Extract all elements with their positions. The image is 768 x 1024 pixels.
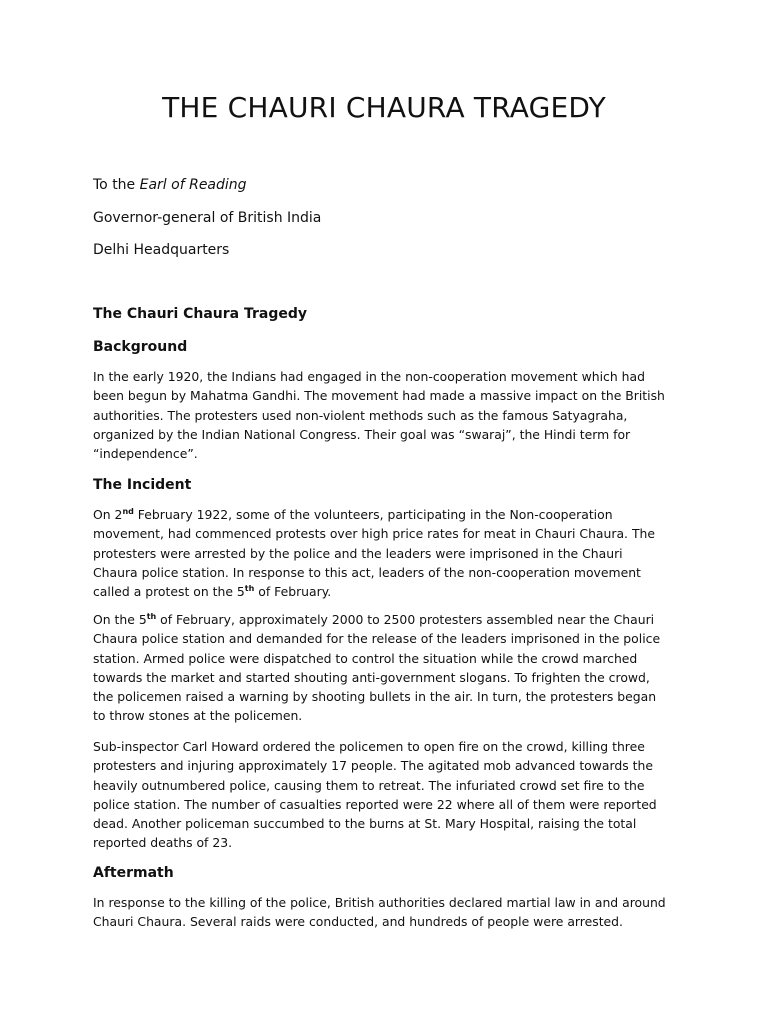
incident-paragraph-1 <box>93 505 683 601</box>
paragraph-line <box>93 610 683 629</box>
text-run: February 1922, some of the volunteers, participating in the Non-cooperation <box>133 507 613 522</box>
text-run: called a protest on the 5 <box>93 584 245 600</box>
subject-heading: The Chauri Chaura Tragedy <box>93 306 308 322</box>
aftermath-heading: Aftermath <box>93 865 174 881</box>
text-run: On the 5 <box>93 612 147 627</box>
paragraph-line: police station. The number of casualties reported were 22 where all of them were reported <box>93 796 657 812</box>
address-office: Governor-general of British India <box>93 210 322 226</box>
paragraph-line: towards the market and started shouting anti-government slogans. To frighten the crowd, <box>93 669 650 685</box>
paragraph-line: dead. Another policeman succumbed to the burns at St. Mary Hospital, raising the total <box>93 816 637 832</box>
paragraph-line: Sub-inspector Carl Howard ordered the policemen to open fire on the crowd, killing three <box>93 739 645 754</box>
ordinal-suffix: th <box>244 584 255 594</box>
ordinal-suffix: nd <box>122 506 134 516</box>
address-recipient-line <box>93 175 247 195</box>
paragraph-line: to throw stones at the policemen. <box>93 708 303 724</box>
paragraph-line <box>93 505 683 524</box>
text-run: of February. <box>254 584 332 600</box>
paragraph-line: station. Armed police were dispatched to control the situation while the crowd marched <box>93 650 638 666</box>
document-title: THE CHAURI CHAURA TRAGEDY <box>162 91 606 124</box>
incident-heading: The Incident <box>93 477 192 493</box>
paragraph-line: organized by the Indian National Congress. Their goal was “swaraj”, the Hindi term for <box>93 426 631 442</box>
paragraph-line: heavily outnumbered police, causing them to retreat. The infuriated crowd set fire to the <box>93 777 645 793</box>
paragraph-line: the policemen raised a warning by shooting bullets in the air. In turn, the protesters began <box>93 689 657 705</box>
paragraph-line: Chaura police station. In response to this act, leaders of the non-cooperation movement <box>93 564 641 580</box>
aftermath-paragraph <box>93 893 683 932</box>
paragraph-line: “independence”. <box>93 446 198 462</box>
ordinal-suffix: th <box>146 611 157 621</box>
paragraph-line: Chauri Chaura. Several raids were conducted, and hundreds of people were arrested. <box>93 914 623 930</box>
background-paragraph <box>93 367 683 463</box>
text-run: of February, approximately 2000 to 2500 protesters assembled near the Chauri <box>156 612 655 627</box>
address-recipient: Earl of Reading <box>139 177 247 193</box>
address-to-prefix: To the <box>93 177 140 193</box>
paragraph-line: Chaura police station and demanded for the release of the leaders imprisoned in the police <box>93 631 661 647</box>
background-heading: Background <box>93 339 188 355</box>
paragraph-line: authorities. The protesters used non-violent methods such as the famous Satyagraha, <box>93 407 628 423</box>
incident-paragraph-2 <box>93 610 683 726</box>
paragraph-line: In the early 1920, the Indians had engaged in the non-cooperation movement which had <box>93 369 645 384</box>
paragraph-line: protesters were arrested by the police and the leaders were imprisoned in the Chauri <box>93 545 623 561</box>
paragraph-line: reported deaths of 23. <box>93 835 233 851</box>
address-location: Delhi Headquarters <box>93 242 230 258</box>
paragraph-line <box>93 582 683 601</box>
text-run: On 2 <box>93 507 123 522</box>
incident-paragraph-3 <box>93 737 683 853</box>
paragraph-line: been begun by Mahatma Gandhi. The movement had made a massive impact on the British <box>93 388 665 404</box>
paragraph-line: protesters and injuring approximately 17 people. The agitated mob advanced towards the <box>93 758 653 774</box>
paragraph-line: In response to the killing of the police, British authorities declared martial law in and around <box>93 895 666 910</box>
paragraph-line: movement, had commenced protests over high price rates for meat in Chauri Chaura. The <box>93 526 655 542</box>
